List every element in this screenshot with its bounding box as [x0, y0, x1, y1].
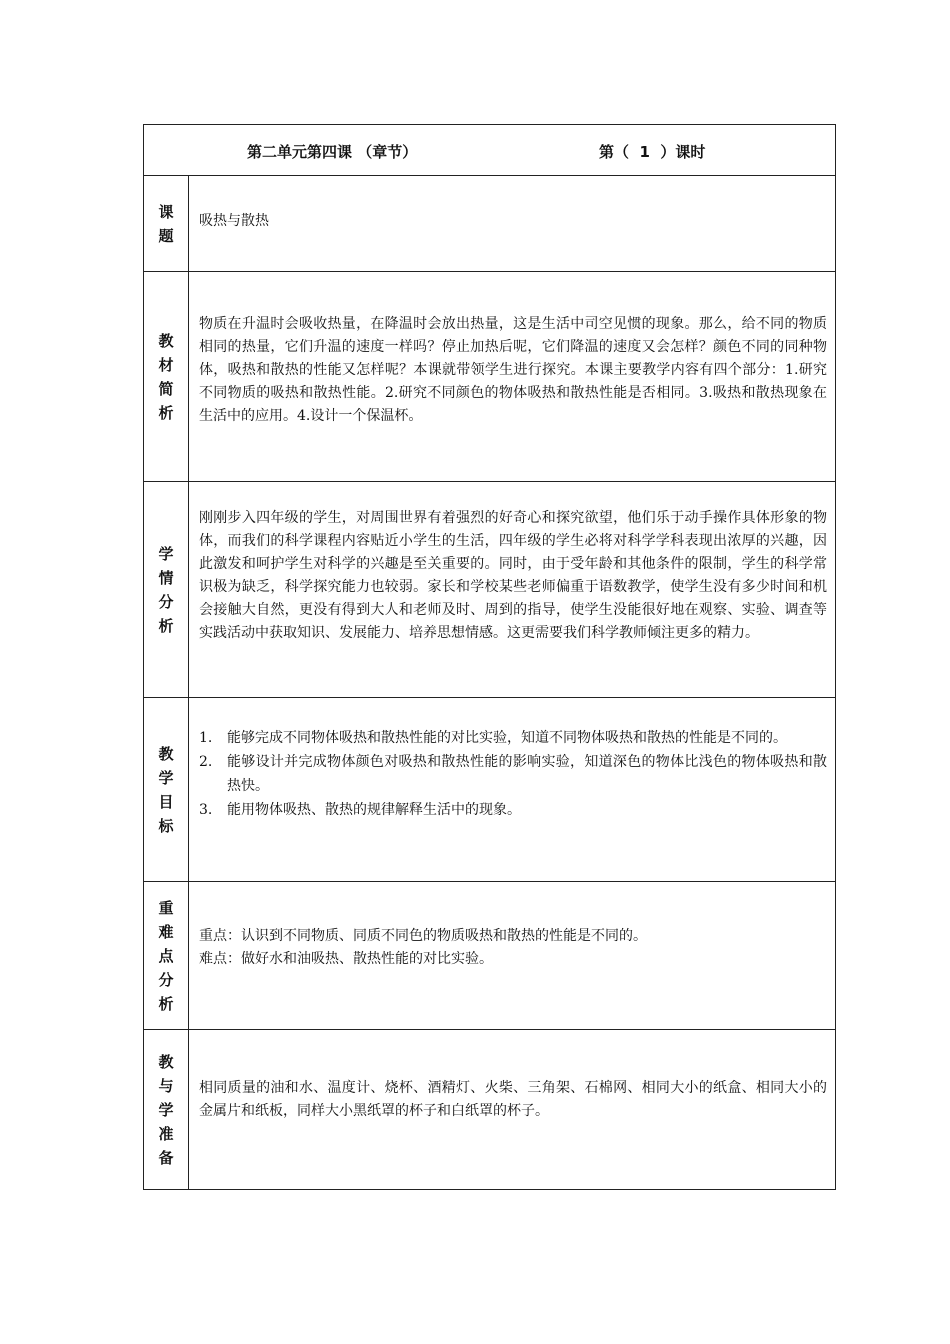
student-analysis-row: [144, 482, 836, 698]
lesson-plan-table: [143, 124, 836, 1190]
focus-point-text: 重点：认识到不同物质、同质不同色的物质吸热和散热的性能是不同的。: [199, 927, 647, 944]
difficulty-point-text: 难点：做好水和油吸热、散热性能的对比实验。: [199, 950, 493, 967]
list-item: 3. 能用物体吸热、散热的规律解释生活中的现象。: [199, 801, 521, 818]
preparation-label: 教 与 学 准 备: [144, 1030, 189, 1190]
material-analysis-cell: [189, 272, 836, 482]
topic-content-cell: [189, 176, 836, 272]
list-item: 2. 能够设计并完成物体颜色对吸热和散热性能的影响实验，知道深色的物体比浅色的物体吸热和散热快。: [199, 753, 827, 794]
period-count: 第（ 1 ）课时: [599, 143, 706, 161]
key-points-row: [144, 882, 836, 1030]
key-points-cell: [189, 882, 836, 1030]
unit-lesson-title: 第二单元第四课 （章节）: [247, 143, 418, 161]
material-analysis-label: 教 材 简 析: [144, 272, 189, 482]
student-analysis-cell: [189, 482, 836, 698]
teaching-goals-list: [199, 726, 827, 822]
material-analysis-text: 物质在升温时会吸收热量，在降温时会放出热量，这是生活中司空见惯的现象。那么，给不同的物质相同的热量，它们升温的速度一样吗？停止加热后呢，它们降温的速度又会怎样？颜色不同的同种物体，吸热和散热的性能又怎样呢？本课就带领学生进行探究。本课主要教学内容有四个部分：1.研究不同物质的吸热和散热性能。2.研究不同颜色的物体吸热和散热性能是否相同。3.吸热和散热现象在生活中的应用。4.设计一个保温杯。: [199, 316, 827, 424]
header-cell: [144, 125, 836, 176]
preparation-text: 相同质量的油和水、温度计、烧杯、酒精灯、火柴、三角架、石棉网、相同大小的纸盒、相同大小的金属片和纸板，同样大小黑纸罩的杯子和白纸罩的杯子。: [199, 1079, 827, 1119]
teaching-goals-label: 教 学 目 标: [144, 698, 189, 882]
list-item: 1. 能够完成不同物体吸热和散热性能的对比实验，知道不同物体吸热和散热的性能是不同的。: [199, 729, 787, 746]
student-analysis-label: 学 情 分 析: [144, 482, 189, 698]
topic-text: 吸热与散热: [199, 213, 269, 229]
topic-row: [144, 176, 836, 272]
student-analysis-text: 刚刚步入四年级的学生，对周围世界有着强烈的好奇心和探究欲望，他们乐于动手操作具体形象的物体，而我们的科学课程内容贴近小学生的生活，四年级的学生必将对科学学科表现出浓厚的兴趣，因此激发和呵护学生对科学的兴趣是至关重要的。同时，由于受年龄和其他条件的限制，学生的科学常识极为缺乏，科学探究能力也较弱。家长和学校某些老师偏重于语数教学，使学生没有多少时间和机会接触大自然，更没有得到大人和老师及时、周到的指导，使学生没能很好地在观察、实验、调查等实践活动中获取知识、发展能力、培养思想情感。这更需要我们科学教师倾注更多的精力。: [199, 509, 827, 641]
preparation-cell: [189, 1030, 836, 1190]
teaching-goals-cell: [189, 698, 836, 882]
header-row: [144, 125, 836, 176]
teaching-goals-row: [144, 698, 836, 882]
key-points-label: 重 难 点 分 析: [144, 882, 189, 1030]
preparation-row: [144, 1030, 836, 1190]
material-analysis-row: [144, 272, 836, 482]
topic-label: 课 题: [144, 176, 189, 272]
